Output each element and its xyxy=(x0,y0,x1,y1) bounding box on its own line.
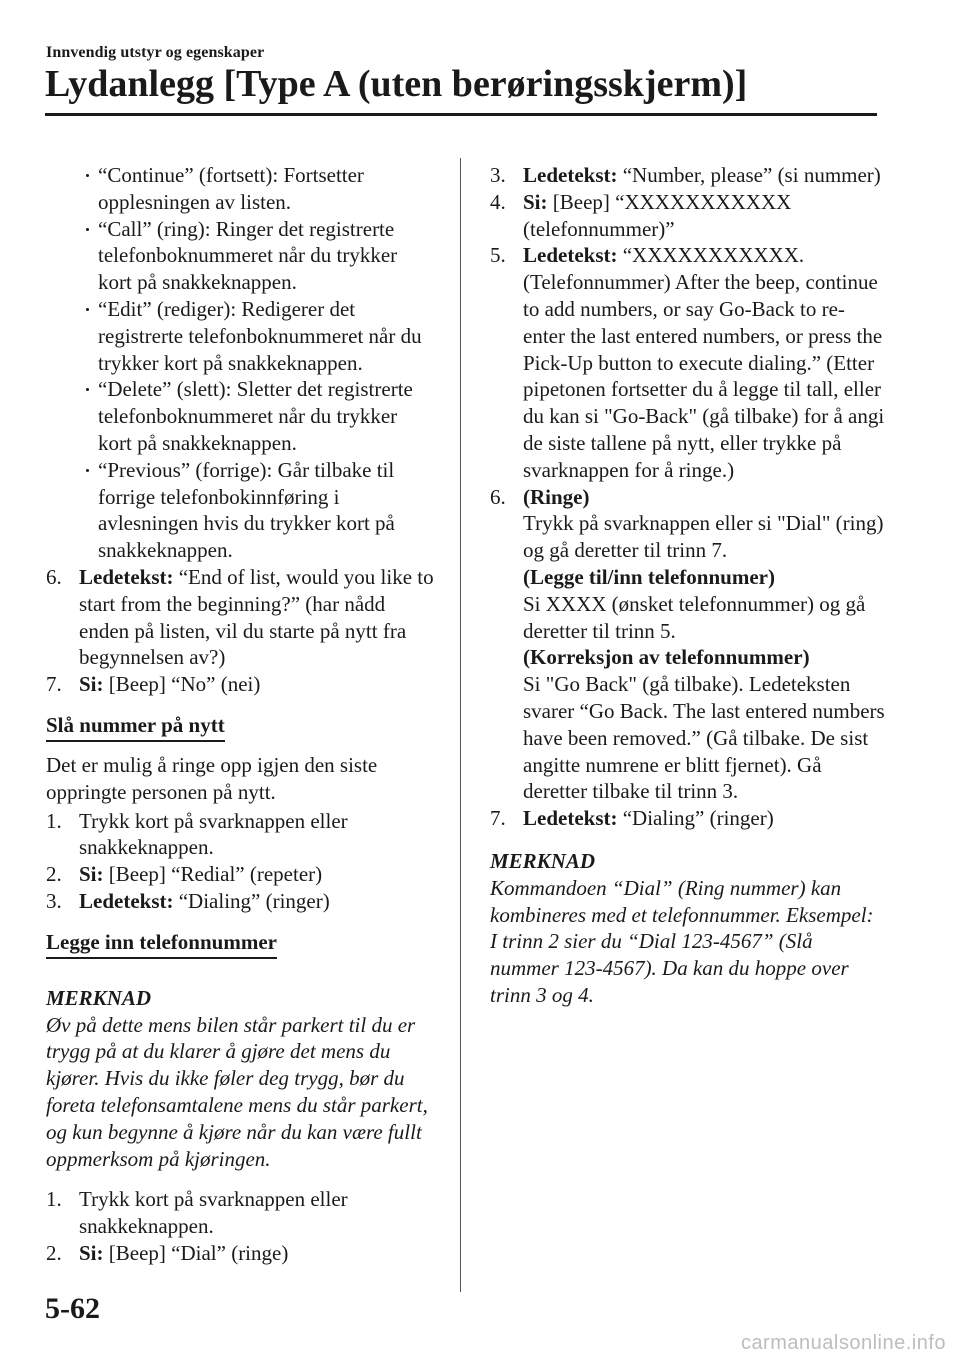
title-rule xyxy=(45,113,877,116)
option-dial-title: (Ringe) xyxy=(523,484,590,509)
option-correct-text: Si "Go Back" (gå tilbake). Ledeteksten svarer “Go Back. The last entered numbers have been removed.” (Gå tilbake. De sist angitte numrene er blitt fjernet). Gå deretter tilbake til trinn 3. xyxy=(523,672,885,804)
bullet-dot xyxy=(86,308,89,311)
bullet-delete: “Delete” (slett): Sletter det registrerte telefonboknummeret når du trykker kort på snakkeknappen. xyxy=(46,376,436,456)
redial-intro: Det er mulig å ringe opp igjen den siste oppringte personen på nytt. xyxy=(46,752,378,804)
bullet-previous: “Previous” (forrige): Går tilbake til forrige telefonbokinnføring i avlesningen hvis du trykker kort på snakkeknappen. xyxy=(46,457,436,564)
option-correct-title: (Korreksjon av telefonnummer) xyxy=(523,645,810,670)
step-7-dialing: 7. Ledetekst: “Dialing” (ringer) xyxy=(490,806,774,831)
column-divider xyxy=(460,158,461,1292)
bullet-continue: “Continue” (fortsett): Fortsetter opplesningen av listen. xyxy=(46,162,436,216)
section-label: Innvendig utstyr og egenskaper xyxy=(46,44,265,61)
page-number: 5-62 xyxy=(45,1292,100,1325)
left-column xyxy=(46,162,436,1267)
redial-step-1: 1. Trykk kort på svarknappen eller snakkeknappen. xyxy=(46,808,348,860)
note-right: MERKNAD Kommandoen “Dial” (Ring nummer) kan kombineres med et telefonnummer. Eksempel: I trinn 2 sier du “Dial 123-4567” (Slå nummer 123-4567). Da kan du hoppe over trinn 3 og 4. xyxy=(490,848,874,1007)
option-dial-text: Trykk på svarknappen eller si "Dial" (ring) og gå deretter til trinn 7. xyxy=(523,511,884,563)
enter-step-2: 2. Si: [Beep] “Dial” (ringe) xyxy=(46,1240,289,1265)
step-3-number-please: 3. Ledetekst: “Number, please” (si nummer) xyxy=(490,163,881,187)
step-7-no: 7. Si: [Beep] “No” (nei) xyxy=(46,672,261,697)
option-add-text: Si XXXX (ønsket telefonnummer) og gå deretter til trinn 5. xyxy=(523,591,866,643)
footer-watermark[interactable]: carmanualsonline.info xyxy=(740,1332,946,1354)
bullet-dot xyxy=(86,469,89,472)
step-5-prompt: 5. Ledetekst: “XXXXXXXXXXX. (Telefonnummer) After the beep, continue to add numbers, or say Go-Back to re-enter the last entered numbers, or press the Pick-Up button to execute dialing.” (Etter pipetonen fortsetter du å legge til tall, eller du kan si "Go-Back" (gå tilbake) for å angi de siste tallene på nytt, eller trykke på svarknappen for å ringe.) xyxy=(490,243,885,482)
bullet-call: “Call” (ring): Ringer det registrerte telefonboknummeret når du trykker kort på snakkeknappen. xyxy=(46,216,436,296)
bullet-dot xyxy=(86,388,89,391)
redial-step-3: 3. Ledetekst: “Dialing” (ringer) xyxy=(46,888,330,913)
bullet-edit: “Edit” (rediger): Redigerer det registrerte telefonboknummeret når du trykker kort på snakkeknappen. xyxy=(46,296,436,376)
option-add-title: (Legge til/inn telefonnumer) xyxy=(523,564,775,589)
page-title: Lydanlegg [Type A (uten berøringsskjerm)] xyxy=(45,63,748,105)
bullet-dot xyxy=(86,174,89,177)
step-4-say-number: 4. Si: [Beep] “XXXXXXXXXXX (telefonnummer)” xyxy=(490,189,792,241)
note-left: MERKNAD Øv på dette mens bilen står parkert til du er trygg på at du klarer å gjøre det mens du kjører. Hvis du ikke føler deg trygg, bør du foreta telefonsamtalene mens du står parkert, og kun begynne å kjøre når du kan være fullt oppmerksom på kjøringen. xyxy=(46,985,428,1171)
bullet-dot xyxy=(86,228,89,231)
redial-step-2: 2. Si: [Beep] “Redial” (repeter) xyxy=(46,862,323,887)
step-6-end-of-list: 6. Ledetekst: “End of list, would you like to start from the beginning?” (har nådd enden på listen, vil du starte på nytt fra begynnelsen av?) xyxy=(46,564,434,670)
heading-redial: Slå nummer på nytt xyxy=(46,712,225,742)
step-6-options: 6. (Ringe) Trykk på svarknappen eller si "Dial" (ring) og gå deretter til trinn 7. (Legge til/inn telefonnumer) Si XXXX (ønsket telefonnummer) og gå deretter til trinn 5. (Korreksjon av telefonnummer) Si "Go Back" (gå tilbake). Ledeteksten svarer “Go Back. The last entered numbers have been removed.” (Gå tilbake. De sist angitte numrene er blitt fjernet). Gå deretter tilbake til trinn 3. xyxy=(490,484,885,804)
right-column xyxy=(490,162,885,1009)
heading-enter-number: Legge inn telefonnummer xyxy=(46,929,277,959)
enter-step-1: 1. Trykk kort på svarknappen eller snakkeknappen. xyxy=(46,1187,348,1239)
